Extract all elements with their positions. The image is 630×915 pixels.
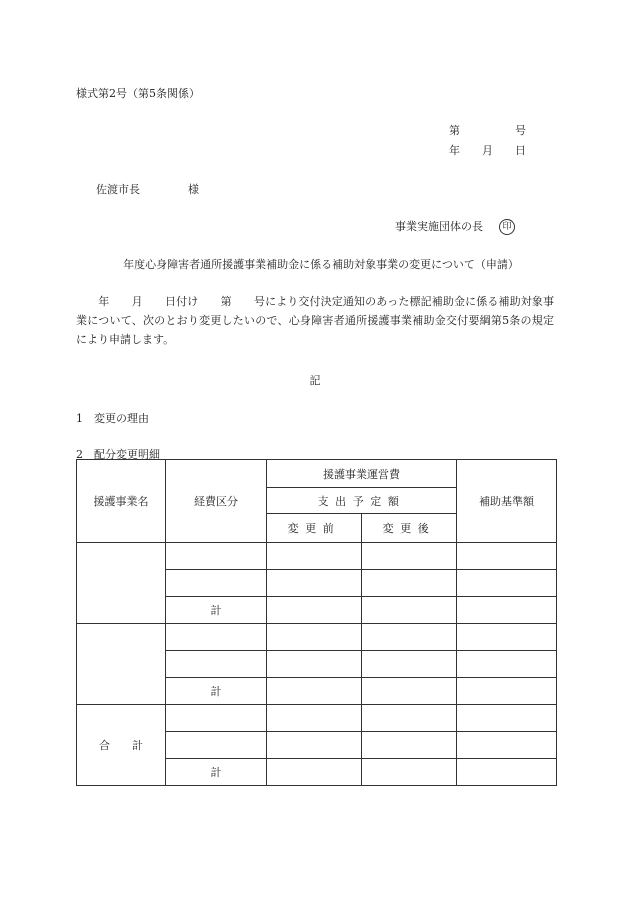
subtotal-label: 計	[166, 597, 267, 624]
item-change-reason: 1 変更の理由	[76, 412, 149, 425]
body-paragraph: 年 月 日付け 第 号により交付決定通知のあった標記補助金に係る補助対象事業について、次のとおり変更したいので、心身障害者通所援護事業補助金交付要綱第5条の規定により申請します。	[76, 295, 554, 346]
form-number: 様式第2号（第5条関係）	[76, 87, 200, 100]
before-change-cell[interactable]	[267, 678, 362, 705]
subsidy-standard-cell[interactable]	[457, 678, 557, 705]
table-row	[77, 543, 557, 570]
expense-category-cell[interactable]	[166, 732, 267, 759]
subsidy-standard-cell[interactable]	[457, 759, 557, 786]
before-change-cell[interactable]	[267, 570, 362, 597]
table-row	[77, 624, 557, 651]
after-change-cell[interactable]	[362, 570, 457, 597]
seal-icon: 印	[499, 219, 515, 235]
document-title: 年度心身障害者通所援護事業補助金に係る補助対象事業の変更について（申請）	[123, 258, 519, 271]
subsidy-standard-cell[interactable]	[457, 624, 557, 651]
header-subsidy-standard: 補助基準額	[457, 460, 557, 543]
expense-category-cell[interactable]	[166, 705, 267, 732]
subsidy-standard-cell[interactable]	[457, 732, 557, 759]
before-change-cell[interactable]	[267, 543, 362, 570]
subsidy-standard-cell[interactable]	[457, 570, 557, 597]
before-change-cell[interactable]	[267, 651, 362, 678]
subsidy-standard-cell[interactable]	[457, 705, 557, 732]
subsidy-standard-cell[interactable]	[457, 651, 557, 678]
table-row	[77, 705, 557, 732]
total-label: 合 計	[77, 705, 166, 786]
header-before-change: 変更前	[267, 514, 362, 543]
header-planned-expenditure: 支出予定額	[267, 488, 457, 514]
expense-category-cell[interactable]	[166, 543, 267, 570]
subsidy-standard-cell[interactable]	[457, 597, 557, 624]
sender	[395, 218, 515, 235]
expense-category-cell[interactable]	[166, 651, 267, 678]
document-number-line: 第 号	[449, 124, 526, 137]
subsidy-standard-cell[interactable]	[457, 543, 557, 570]
header-project-name: 援護事業名	[77, 460, 166, 543]
before-change-cell[interactable]	[267, 705, 362, 732]
after-change-cell[interactable]	[362, 597, 457, 624]
after-change-cell[interactable]	[362, 624, 457, 651]
after-change-cell[interactable]	[362, 543, 457, 570]
sender-label: 事業実施団体の長	[395, 220, 483, 233]
subtotal-label: 計	[166, 759, 267, 786]
after-change-cell[interactable]	[362, 759, 457, 786]
item-allocation-details: 2 配分変更明細	[76, 448, 160, 461]
after-change-cell[interactable]	[362, 732, 457, 759]
date-line: 年 月 日	[449, 144, 526, 157]
after-change-cell[interactable]	[362, 651, 457, 678]
before-change-cell[interactable]	[267, 759, 362, 786]
allocation-table	[76, 459, 557, 786]
ki-heading: 記	[309, 374, 321, 387]
addressee-name: 佐渡市長	[96, 183, 140, 196]
after-change-cell[interactable]	[362, 678, 457, 705]
addressee	[96, 181, 199, 197]
addressee-honorific: 様	[188, 183, 199, 196]
header-expense-category: 経費区分	[166, 460, 267, 543]
after-change-cell[interactable]	[362, 705, 457, 732]
subtotal-label: 計	[166, 678, 267, 705]
header-after-change: 変更後	[362, 514, 457, 543]
header-operating-cost: 援護事業運営費	[267, 460, 457, 488]
project-name-cell[interactable]	[77, 543, 166, 624]
project-name-cell[interactable]	[77, 624, 166, 705]
expense-category-cell[interactable]	[166, 570, 267, 597]
before-change-cell[interactable]	[267, 624, 362, 651]
expense-category-cell[interactable]	[166, 624, 267, 651]
before-change-cell[interactable]	[267, 597, 362, 624]
before-change-cell[interactable]	[267, 732, 362, 759]
